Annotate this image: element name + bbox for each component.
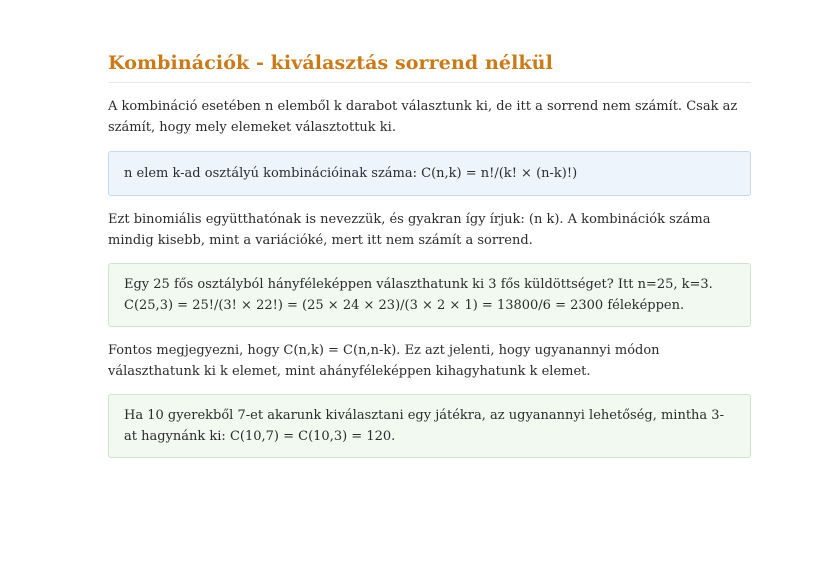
article bbox=[108, 52, 751, 458]
intro-paragraph: A kombináció esetében n elemből k darabot választunk ki, de itt a sorrend nem számít. Csak az számít, hogy mely elemeket választottuk ki. bbox=[108, 99, 738, 135]
example-box-1: Egy 25 fős osztályból hányféleképpen választhatunk ki 3 fős küldöttséget? Itt n=25, k=3. C(25,3) = 25!/(3! × 22!) = (25 × 24 × 23)/(3 × 2 × 1) = 13800/6 = 2300 féleképpen. bbox=[108, 263, 751, 327]
example-box-2: Ha 10 gyerekből 7-et akarunk kiválasztani egy játékra, az ugyanannyi lehetőség, mintha 3-at hagynánk ki: C(10,7) = C(10,3) = 120. bbox=[108, 394, 751, 458]
binomial-paragraph: Ezt binomiális együtthatónak is nevezzük, és gyakran így írjuk: (n k). A kombinációk száma mindig kisebb, mint a variációké, mert itt nem számít a sorrend. bbox=[108, 212, 711, 248]
section-title: Kombinációk - kiválasztás sorrend nélkül bbox=[108, 52, 751, 83]
formula-box: n elem k-ad osztályú kombinációinak száma: C(n,k) = n!/(k! × (n-k)!) bbox=[108, 151, 751, 196]
symmetry-paragraph: Fontos megjegyezni, hogy C(n,k) = C(n,n-k). Ez azt jelenti, hogy ugyanannyi módon választhatunk ki k elemet, mint ahányféleképpen kihagyhatunk k elemet. bbox=[108, 343, 660, 379]
